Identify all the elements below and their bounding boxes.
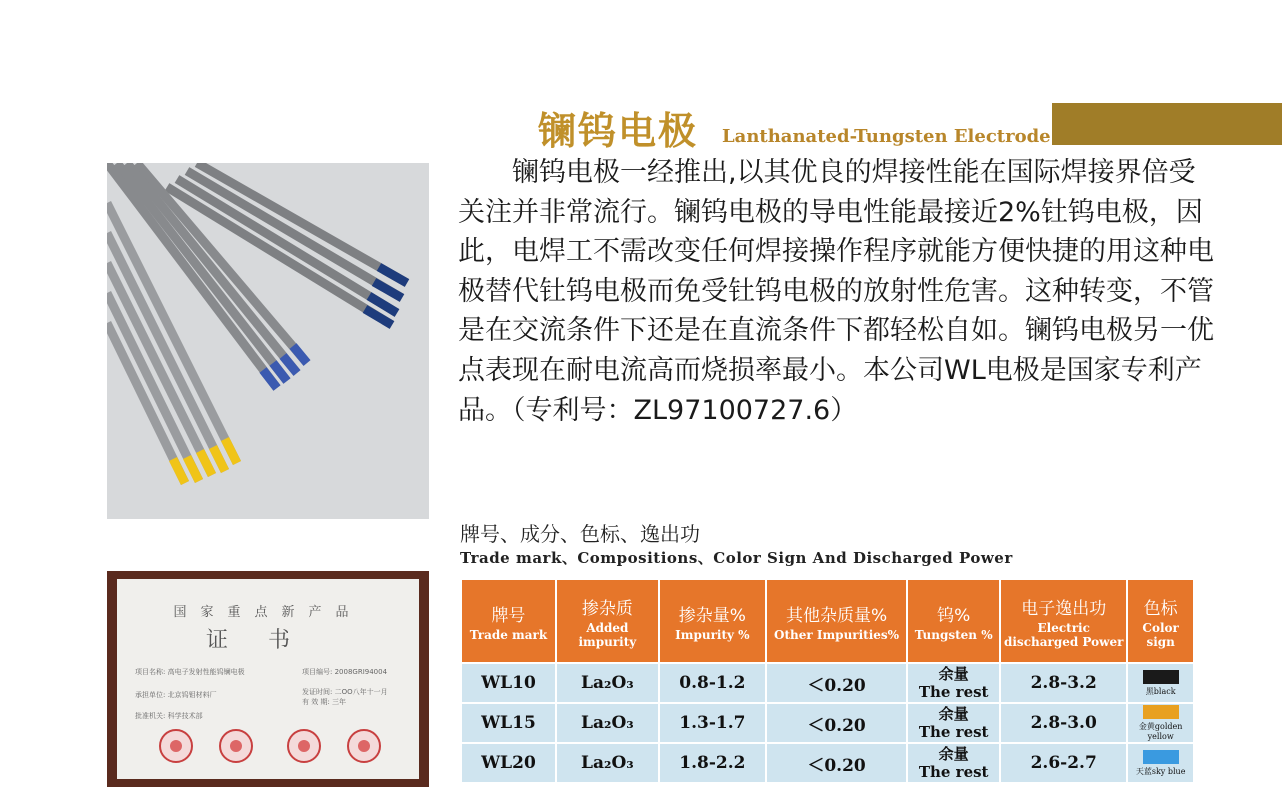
tungsten-en: The rest	[918, 763, 989, 781]
header-impurity	[660, 580, 765, 662]
cert-row1-num	[302, 667, 387, 677]
header-en: Electric discharged Power	[1003, 620, 1124, 649]
cert-value: 北京钨钼材料厂	[167, 691, 217, 699]
cert-value: 高电子发射性能钨镧电极	[167, 668, 245, 676]
cell-impurity: La₂O₃	[557, 664, 658, 702]
header-other-impurities	[767, 580, 906, 662]
header-en: Trade mark	[469, 627, 548, 642]
cell-trade-mark: WL10	[462, 664, 555, 702]
cert-label: 项目名称:	[135, 668, 166, 676]
cert-label: 承担单位:	[135, 691, 166, 699]
tungsten-en: The rest	[918, 683, 989, 701]
header-accent-bar	[1052, 103, 1282, 145]
table-row	[462, 704, 1193, 742]
color-swatch	[1143, 705, 1179, 719]
header-en: Color sign	[1142, 620, 1179, 649]
header-cn: 掺杂量%	[678, 605, 746, 626]
cell-tungsten	[908, 704, 999, 742]
cert-label: 批准机关:	[135, 712, 166, 720]
header-en: Added impurity	[578, 620, 637, 649]
page-title-english: Lanthanated-Tungsten Electrode	[722, 126, 1051, 147]
page-title: 镧钨电极	[538, 109, 699, 153]
cell-power: 2.8-3.0	[1001, 704, 1126, 742]
official-seal-icon	[219, 729, 253, 763]
color-label: 金黄golden yellow	[1138, 722, 1183, 741]
section-title-english: Trade mark、Compositions、Color Sign And Discharged Power	[460, 549, 1013, 567]
cert-value: 三年	[332, 698, 347, 706]
table-row	[462, 664, 1193, 702]
cell-tungsten	[908, 744, 999, 782]
tungsten-cn: 余量	[938, 745, 969, 763]
certificate-heading: 国家重点新产品	[173, 605, 363, 620]
cert-label: 项目编号:	[302, 668, 333, 676]
cell-power: 2.8-3.2	[1001, 664, 1126, 702]
certificate	[117, 579, 419, 779]
header-tungsten	[908, 580, 999, 662]
certificate-frame	[107, 571, 429, 787]
table-header-row	[462, 580, 1193, 662]
cell-tungsten	[908, 664, 999, 702]
cert-row2-date	[302, 687, 388, 697]
cell-color-sign	[1128, 744, 1193, 782]
color-swatch	[1143, 670, 1179, 684]
header-cn: 其他杂质量%	[785, 605, 888, 626]
cert-label: 发证时间:	[302, 688, 333, 696]
cell-amount: 1.3-1.7	[660, 704, 765, 742]
section-title: 牌号、成分、色标、逸出功	[460, 522, 700, 546]
certificate-subheading: 证书	[205, 628, 330, 653]
header-electric-power	[1001, 580, 1126, 662]
color-swatch	[1143, 750, 1179, 764]
tungsten-cn: 余量	[938, 705, 969, 723]
cell-amount: 1.8-2.2	[660, 744, 765, 782]
cell-impurity: La₂O₃	[557, 704, 658, 742]
cert-row2-valid	[302, 697, 346, 707]
intro-paragraph	[458, 153, 1218, 430]
cell-other: ＜0.20	[767, 744, 906, 782]
cell-other: ＜0.20	[767, 704, 906, 742]
cert-row2-label	[135, 690, 217, 700]
electrode-rods-photo	[107, 163, 429, 519]
cert-value: 二OO八年十一月	[334, 688, 388, 696]
color-label: 黑black	[1145, 686, 1176, 696]
table-row	[462, 744, 1193, 782]
color-label: 天蓝sky blue	[1135, 766, 1186, 776]
official-seal-icon	[159, 729, 193, 763]
header-cn: 色标	[1143, 598, 1178, 619]
cert-row1-label	[135, 667, 245, 677]
cell-color-sign	[1128, 664, 1193, 702]
official-seal-icon	[347, 729, 381, 763]
cell-other: ＜0.20	[767, 664, 906, 702]
cert-label: 有 效 期:	[302, 698, 330, 706]
header-color-sign	[1128, 580, 1193, 662]
header-en: Impurity %	[675, 627, 750, 642]
specification-table	[460, 578, 1195, 784]
cert-value: 2008GRI94004	[334, 668, 388, 676]
cert-value: 科学技术部	[167, 712, 203, 720]
cell-power: 2.6-2.7	[1001, 744, 1126, 782]
cell-impurity: La₂O₃	[557, 744, 658, 782]
header-added-impurity	[557, 580, 658, 662]
header-en: Other Impurities%	[774, 627, 900, 642]
header-trade-mark	[462, 580, 555, 662]
header-cn: 掺杂质	[581, 598, 633, 619]
official-seal-icon	[287, 729, 321, 763]
cell-trade-mark: WL15	[462, 704, 555, 742]
header-en: Tungsten %	[914, 627, 993, 642]
header-cn: 牌号	[491, 605, 526, 626]
tungsten-en: The rest	[918, 723, 989, 741]
cell-color-sign	[1128, 704, 1193, 742]
header-cn: 电子逸出功	[1021, 598, 1107, 619]
tungsten-cn: 余量	[938, 665, 969, 683]
intro-text: 镧钨电极一经推出,以其优良的焊接性能在国际焊接界倍受关注并非常流行。镧钨电极的导电性能最接近2%钍钨电极，因此，电焊工不需改变任何焊接操作程序就能方便快捷的用这种电极替代钍钨电极而免受钍钨电极的放射性危害。这种转变，不管是在交流条件下还是在直流条件下都轻松自如。镧钨电极另一优点表现在耐电流高而烧损率最小。本公司WL电极是国家专利产品。（专利号：ZL97100727.6）	[458, 157, 1214, 426]
cell-amount: 0.8-1.2	[660, 664, 765, 702]
cell-trade-mark: WL20	[462, 744, 555, 782]
cert-row3-label	[135, 711, 203, 721]
header-cn: 钨%	[937, 605, 971, 626]
